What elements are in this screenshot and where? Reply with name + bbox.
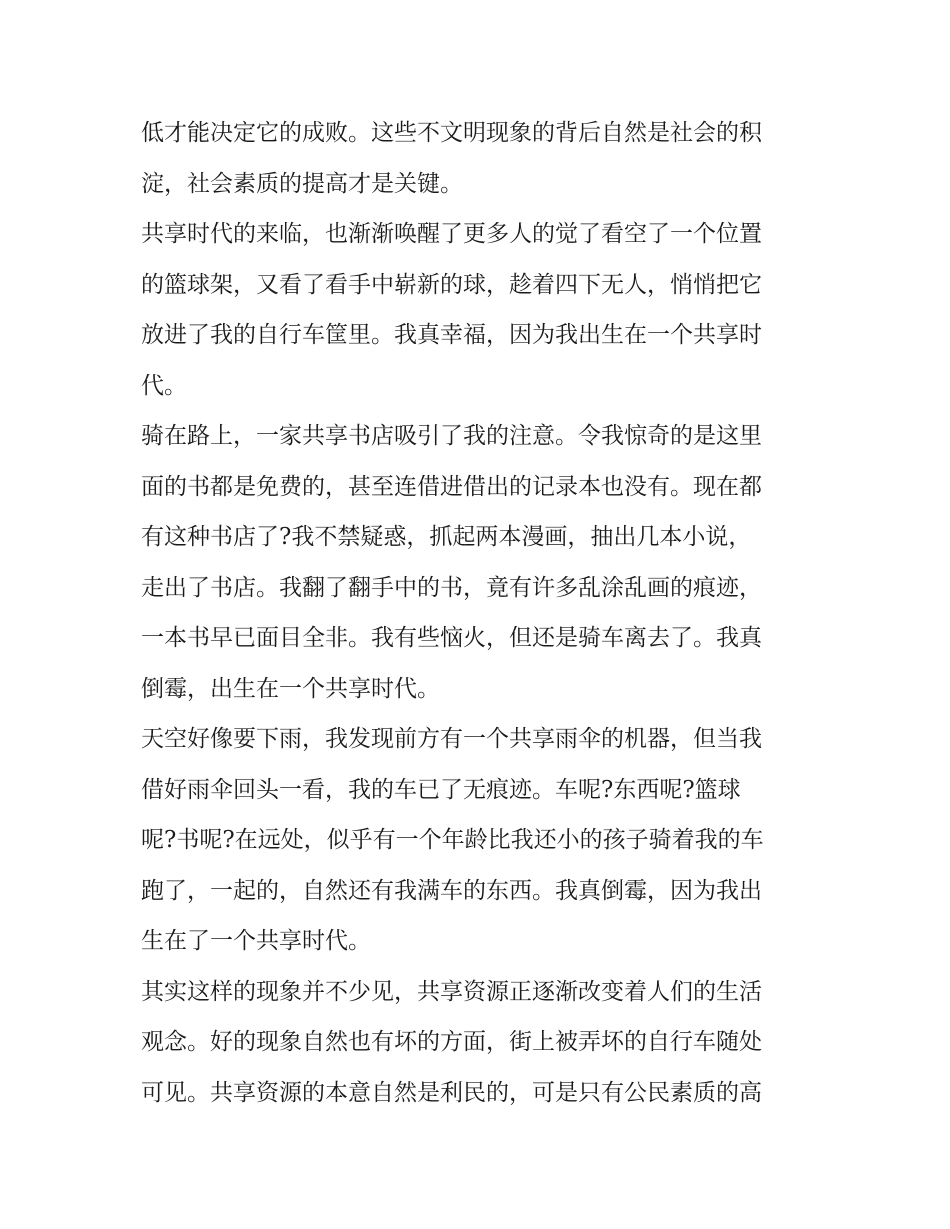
text-line: 面的书都是免费的，甚至连借进借出的记录本也没有。现在都 [141,473,762,500]
text-line: 倒霉，出生在一个共享时代。 [141,675,440,702]
text-line: 共享时代的来临，也渐渐唤醒了更多人的觉了看空了一个位置 [141,221,762,247]
text-line: 跑了，一起的，自然还有我满车的东西。我真倒霉，因为我出 [141,877,762,904]
text-line: 一本书早已面目全非。我有些恼火，但还是骑车离去了。我真 [141,625,762,651]
text-line: 天空好像要下雨，我发现前方有一个共享雨伞的机器，但当我 [141,726,762,752]
text-line: 低才能决定它的成败。这些不文明现象的背后自然是社会的积 [141,120,762,146]
text-line: 的篮球架，又看了看手中崭新的球，趁着四下无人，悄悄把它 [141,271,762,298]
text-line: 放进了我的自行车筐里。我真幸福，因为我出生在一个共享时 [141,322,762,348]
text-line: 走出了书店。我翻了翻手中的书，竟有许多乱涂乱画的痕迹， [141,574,762,601]
text-line: 观念。好的现象自然也有坏的方面，街上被弄坏的自行车随处 [141,1029,762,1055]
text-line: 骑在路上，一家共享书店吸引了我的注意。令我惊奇的是这里 [141,423,762,449]
text-line: 借好雨伞回头一看，我的车已了无痕迹。车呢?东西呢?篮球 [141,776,741,803]
text-line: 可见。共享资源的本意自然是利民的，可是只有公民素质的高 [141,1079,762,1106]
text-line: 代。 [141,372,187,399]
body-text [141,108,813,1118]
text-line: 有这种书店了?我不禁疑惑，抓起两本漫画，抽出几本小说， [141,524,752,550]
text-line: 生在了一个共享时代。 [141,928,371,954]
text-line: 淀，社会素质的提高才是关键。 [141,170,463,197]
text-line: 其实这样的现象并不少见，共享资源正逐渐改变着人们的生活 [141,978,762,1005]
text-line: 呢?书呢?在远处，似乎有一个年龄比我还小的孩子骑着我的车 [141,827,764,853]
